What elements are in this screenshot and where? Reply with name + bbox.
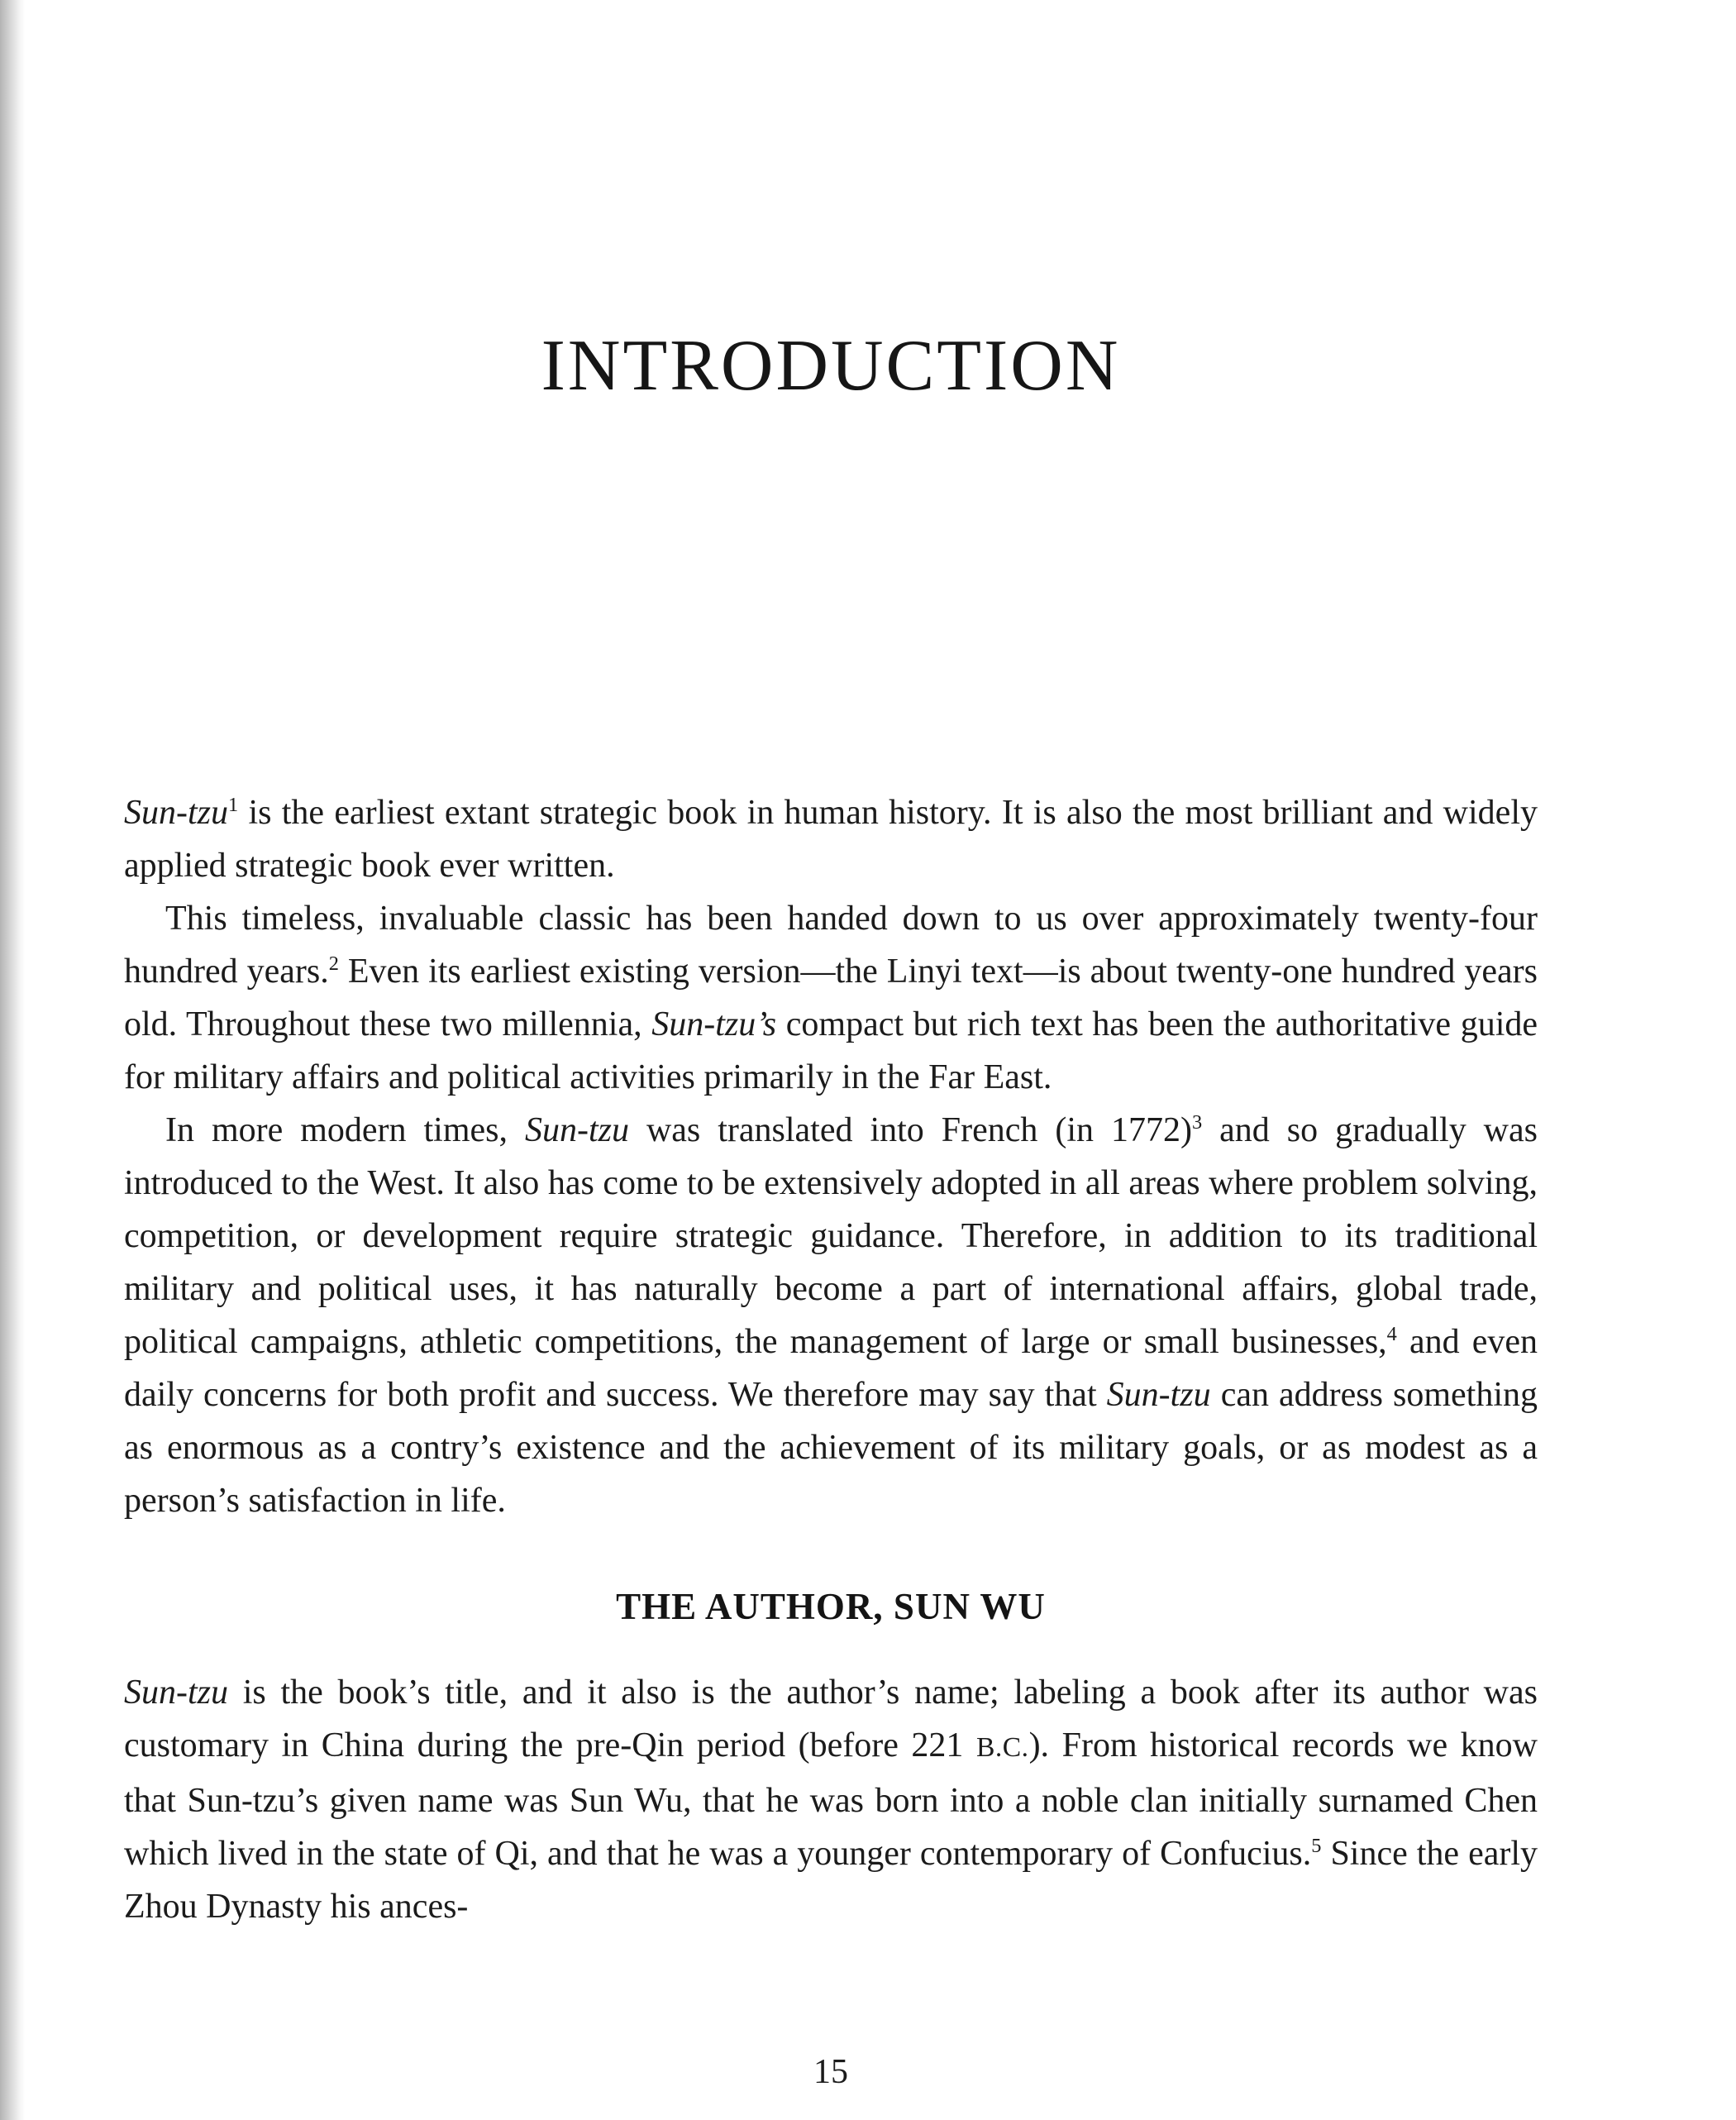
author-section	[124, 1666, 1538, 1933]
text-segment: was translated into French (in 1772)	[628, 1111, 1192, 1149]
footnote-marker: 1	[228, 794, 239, 816]
text-segment: Sun-tzu	[124, 1674, 228, 1712]
page-content	[124, 0, 1538, 1933]
text-segment: can address something as enormous as a contry’s existence and the achievement of its military goals, or as modest as a person’s satisfaction in life.	[124, 1376, 1538, 1520]
paragraph	[124, 786, 1538, 892]
text-segment: and so gradually was introduced to the West. It also has come to be extensively adopted in all areas where problem solving, competition, or development require strategic guidance. Therefore, in addition to its traditional military and political uses, it has naturally become a part of international affairs, global trade, political campaigns, athletic competitions, the management of large or small businesses,	[124, 1111, 1538, 1361]
section-heading: THE AUTHOR, SUN WU	[616, 1586, 1046, 1627]
page-edge-shadow	[0, 0, 25, 2120]
text-segment: In more modern times,	[165, 1111, 525, 1149]
text-segment: is the book’s title, and it also is the author’s name; labeling a book after its author was customary in China during the pre-Qin period (before 221	[124, 1674, 1538, 1764]
text-segment: and even daily concerns for both profit and success. We therefore may say that	[124, 1323, 1538, 1414]
footnote-marker: 5	[1311, 1835, 1322, 1857]
text-segment: Sun-tzu	[124, 794, 228, 832]
page-number: 15	[813, 2053, 848, 2091]
paragraph	[124, 1104, 1538, 1527]
text-segment: B.C.	[975, 1732, 1029, 1763]
text-segment: Sun-tzu	[524, 1111, 629, 1149]
text-segment: compact but rich text has been the authoritative guide for military affairs and political activities primarily in the Far East.	[124, 1005, 1538, 1096]
text-segment: This timeless, invaluable classic has been handed down to us over approximately twenty-four hundred years.	[124, 900, 1538, 991]
chapter-title: INTRODUCTION	[541, 326, 1121, 406]
paragraph	[124, 1666, 1538, 1933]
text-segment: Since the early Zhou Dynasty his ances-	[124, 1835, 1538, 1926]
text-segment: Even its earliest existing version—the Linyi text—is about twenty-one hundred years old. Throughout these two millennia,	[124, 953, 1538, 1043]
text-segment: Sun-tzu	[1106, 1376, 1211, 1414]
text-segment: is the earliest extant strategic book in human history. It is also the most brilliant and widely applied strategic book ever written.	[124, 794, 1538, 885]
intro-section	[124, 786, 1538, 1527]
paragraph	[124, 892, 1538, 1104]
footnote-marker: 2	[328, 953, 339, 975]
footnote-marker: 3	[1192, 1111, 1203, 1134]
text-segment: ). From historical records we know that Sun-tzu’s given name was Sun Wu, that he was born into a noble clan initially surnamed Chen which lived in the state of Qi, and that he was a younger contemporary of Confucius.	[124, 1726, 1538, 1873]
footnote-marker: 4	[1386, 1323, 1397, 1345]
text-segment: Sun-tzu’s	[651, 1005, 777, 1043]
